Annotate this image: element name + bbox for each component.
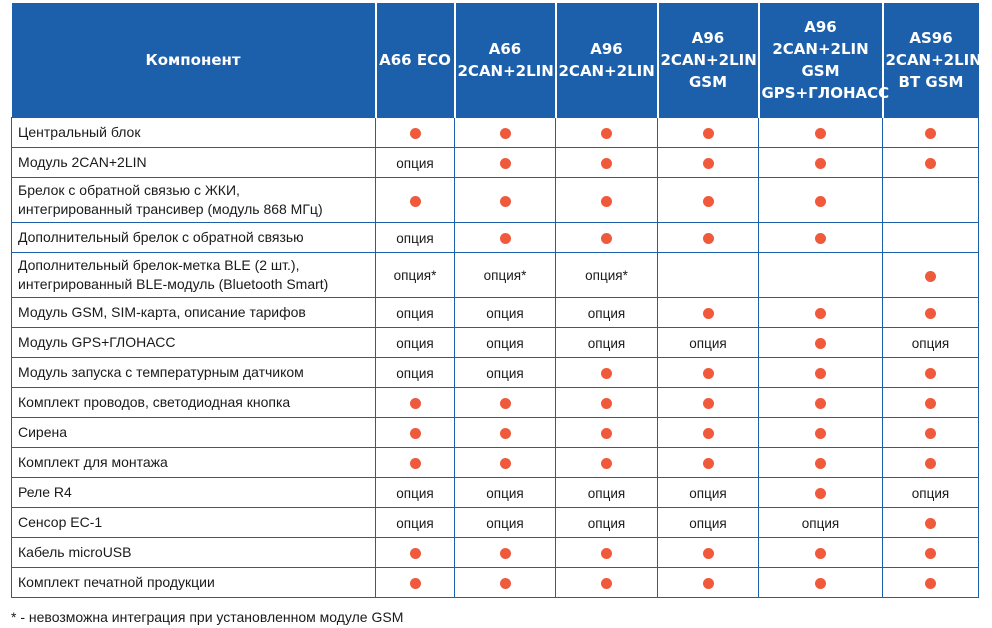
- table-cell: [376, 148, 455, 178]
- included-dot-icon: [703, 578, 714, 589]
- table-cell: [376, 178, 455, 223]
- table-cell: [556, 253, 658, 298]
- included-dot-icon: [925, 308, 936, 319]
- table-cell: [376, 568, 455, 598]
- table-cell: [376, 508, 455, 538]
- table-row: [12, 328, 979, 358]
- table-cell: [455, 148, 556, 178]
- table-cell: [376, 538, 455, 568]
- table-cell: [658, 508, 759, 538]
- table-row: [12, 118, 979, 148]
- table-cell: [455, 223, 556, 253]
- included-dot-icon: [601, 428, 612, 439]
- table-cell: [376, 223, 455, 253]
- included-dot-icon: [601, 578, 612, 589]
- table-cell: [556, 478, 658, 508]
- option-label: опция: [486, 515, 524, 531]
- table-cell: [658, 388, 759, 418]
- option-label: опция: [689, 515, 727, 531]
- table-cell: [658, 478, 759, 508]
- included-dot-icon: [500, 428, 511, 439]
- option-label: опция: [396, 515, 434, 531]
- included-dot-icon: [925, 158, 936, 169]
- table-cell: [455, 418, 556, 448]
- table-cell: [759, 118, 883, 148]
- header-as96-2can-2lin-bt-gsm: AS96 2CAN+2LIN BT GSM: [883, 3, 979, 118]
- row-label: Брелок с обратной связью с ЖКИ, интегрированный трансивер (модуль 868 МГц): [12, 178, 376, 223]
- table-cell: [556, 358, 658, 388]
- included-dot-icon: [815, 233, 826, 244]
- included-dot-icon: [925, 578, 936, 589]
- included-dot-icon: [815, 128, 826, 139]
- included-dot-icon: [703, 368, 714, 379]
- footnote: * - невозможна интеграция при установленном модуле GSM: [11, 609, 404, 625]
- row-label: Центральный блок: [12, 118, 376, 148]
- table-cell: [376, 448, 455, 478]
- header-a66-2can-2lin: A66 2CAN+2LIN: [455, 3, 556, 118]
- included-dot-icon: [815, 458, 826, 469]
- option-label: опция: [396, 335, 434, 351]
- table-cell: [759, 508, 883, 538]
- table-cell: [455, 328, 556, 358]
- table-cell: [759, 418, 883, 448]
- table-cell: [658, 148, 759, 178]
- table-cell: [759, 568, 883, 598]
- included-dot-icon: [601, 368, 612, 379]
- included-dot-icon: [925, 518, 936, 529]
- row-label: Комплект проводов, светодиодная кнопка: [12, 388, 376, 418]
- included-dot-icon: [500, 196, 511, 207]
- table-cell: [658, 118, 759, 148]
- included-dot-icon: [703, 196, 714, 207]
- table-row: [12, 568, 979, 598]
- table-cell: [556, 118, 658, 148]
- row-label: Кабель microUSB: [12, 538, 376, 568]
- table-row: [12, 148, 979, 178]
- table-cell: [883, 298, 979, 328]
- table-cell: [883, 568, 979, 598]
- included-dot-icon: [500, 128, 511, 139]
- header-a96-2can-2lin-gsm-gps: A96 2CAN+2LIN GSM GPS+ГЛОНАСС: [759, 3, 883, 118]
- table-cell: [759, 148, 883, 178]
- included-dot-icon: [410, 548, 421, 559]
- table-row: [12, 388, 979, 418]
- included-dot-icon: [925, 458, 936, 469]
- table-cell: [455, 538, 556, 568]
- comparison-table: [11, 3, 982, 598]
- option-label: опция: [396, 230, 434, 246]
- included-dot-icon: [410, 128, 421, 139]
- row-label: Модуль GPS+ГЛОНАСС: [12, 328, 376, 358]
- table-row: [12, 448, 979, 478]
- included-dot-icon: [815, 338, 826, 349]
- option-label: опция*: [585, 268, 628, 283]
- row-label: Комплект печатной продукции: [12, 568, 376, 598]
- table-cell: [556, 298, 658, 328]
- table-cell: [556, 148, 658, 178]
- table-cell: [556, 328, 658, 358]
- included-dot-icon: [601, 458, 612, 469]
- included-dot-icon: [925, 428, 936, 439]
- row-label: Сирена: [12, 418, 376, 448]
- included-dot-icon: [601, 233, 612, 244]
- table-cell: [658, 178, 759, 223]
- included-dot-icon: [703, 398, 714, 409]
- table-cell: [455, 178, 556, 223]
- option-label: опция*: [483, 268, 527, 283]
- table-cell: [658, 253, 759, 298]
- included-dot-icon: [815, 488, 826, 499]
- option-label: опция: [486, 485, 524, 501]
- option-label: опция: [486, 305, 524, 321]
- table-row: [12, 418, 979, 448]
- table-cell: [658, 358, 759, 388]
- included-dot-icon: [703, 428, 714, 439]
- table-cell: [658, 418, 759, 448]
- row-label: Сенсор EC-1: [12, 508, 376, 538]
- included-dot-icon: [703, 233, 714, 244]
- included-dot-icon: [703, 548, 714, 559]
- option-label: опция: [689, 485, 727, 501]
- row-label: Реле R4: [12, 478, 376, 508]
- included-dot-icon: [925, 128, 936, 139]
- included-dot-icon: [410, 458, 421, 469]
- table-cell: [759, 298, 883, 328]
- table-cell: [883, 418, 979, 448]
- included-dot-icon: [703, 158, 714, 169]
- table-body: [12, 118, 979, 598]
- table-row: [12, 298, 979, 328]
- table-row: [12, 478, 979, 508]
- table-row: [12, 178, 979, 223]
- table-cell: [658, 568, 759, 598]
- option-label: опция: [801, 515, 840, 531]
- header-component: Компонент: [12, 3, 376, 118]
- table-cell: [658, 298, 759, 328]
- table-cell: [376, 388, 455, 418]
- table-row: [12, 358, 979, 388]
- table-cell: [455, 298, 556, 328]
- included-dot-icon: [925, 398, 936, 409]
- included-dot-icon: [410, 196, 421, 207]
- option-label: опция: [587, 335, 626, 351]
- included-dot-icon: [815, 578, 826, 589]
- included-dot-icon: [815, 308, 826, 319]
- table-cell: [759, 253, 883, 298]
- table-cell: [658, 448, 759, 478]
- included-dot-icon: [815, 196, 826, 207]
- table-cell: [883, 118, 979, 148]
- table-cell: [376, 358, 455, 388]
- table-cell: [759, 388, 883, 418]
- included-dot-icon: [500, 458, 511, 469]
- table-cell: [759, 328, 883, 358]
- included-dot-icon: [410, 398, 421, 409]
- included-dot-icon: [815, 158, 826, 169]
- included-dot-icon: [601, 548, 612, 559]
- option-label: опция: [911, 335, 950, 351]
- table-cell: [556, 568, 658, 598]
- included-dot-icon: [601, 398, 612, 409]
- included-dot-icon: [925, 368, 936, 379]
- table-row: [12, 538, 979, 568]
- included-dot-icon: [500, 548, 511, 559]
- table-cell: [376, 328, 455, 358]
- included-dot-icon: [815, 368, 826, 379]
- table-cell: [455, 118, 556, 148]
- row-label: Модуль запуска с температурным датчиком: [12, 358, 376, 388]
- option-label: опция: [396, 305, 434, 321]
- included-dot-icon: [601, 158, 612, 169]
- row-label: Модуль 2CAN+2LIN: [12, 148, 376, 178]
- option-label: опция: [911, 485, 950, 501]
- option-label: опция: [689, 335, 727, 351]
- header-a96-2can-2lin-gsm: A96 2CAN+2LIN GSM: [658, 3, 759, 118]
- option-label: опция: [587, 305, 626, 321]
- table-cell: [759, 478, 883, 508]
- table-cell: [759, 448, 883, 478]
- included-dot-icon: [410, 428, 421, 439]
- table-cell: [376, 478, 455, 508]
- table-row: [12, 508, 979, 538]
- table-cell: [883, 178, 979, 223]
- table-cell: [556, 448, 658, 478]
- included-dot-icon: [500, 578, 511, 589]
- table-cell: [556, 508, 658, 538]
- table-cell: [883, 223, 979, 253]
- option-label: опция*: [393, 268, 437, 283]
- table-cell: [556, 223, 658, 253]
- table-cell: [556, 418, 658, 448]
- table-row: [12, 223, 979, 253]
- row-label: Модуль GSM, SIM-карта, описание тарифов: [12, 298, 376, 328]
- included-dot-icon: [601, 128, 612, 139]
- included-dot-icon: [703, 308, 714, 319]
- table-row: [12, 253, 979, 298]
- option-label: опция: [396, 365, 434, 381]
- table-cell: [759, 178, 883, 223]
- comparison-table-wrap: [11, 3, 982, 598]
- table-cell: [759, 358, 883, 388]
- option-label: опция: [587, 485, 626, 501]
- table-cell: [556, 538, 658, 568]
- table-cell: [376, 253, 455, 298]
- header-a96-2can-2lin: A96 2CAN+2LIN: [556, 3, 658, 118]
- header-a66-eco: A66 ECO: [376, 3, 455, 118]
- table-cell: [883, 328, 979, 358]
- table-cell: [883, 148, 979, 178]
- table-cell: [759, 538, 883, 568]
- included-dot-icon: [703, 128, 714, 139]
- table-cell: [455, 568, 556, 598]
- option-label: опция: [486, 365, 524, 381]
- option-label: опция: [587, 515, 626, 531]
- table-cell: [658, 328, 759, 358]
- table-cell: [883, 478, 979, 508]
- included-dot-icon: [500, 398, 511, 409]
- included-dot-icon: [601, 196, 612, 207]
- included-dot-icon: [410, 578, 421, 589]
- table-cell: [883, 358, 979, 388]
- table-cell: [759, 223, 883, 253]
- table-cell: [455, 448, 556, 478]
- table-cell: [556, 178, 658, 223]
- table-cell: [556, 388, 658, 418]
- table-cell: [883, 388, 979, 418]
- table-cell: [376, 298, 455, 328]
- table-cell: [455, 508, 556, 538]
- included-dot-icon: [500, 233, 511, 244]
- table-header-row: [12, 3, 979, 118]
- table-cell: [883, 508, 979, 538]
- option-label: опция: [396, 485, 434, 501]
- table-cell: [658, 538, 759, 568]
- included-dot-icon: [925, 271, 936, 282]
- option-label: опция: [396, 155, 434, 171]
- table-cell: [376, 118, 455, 148]
- table-cell: [455, 358, 556, 388]
- table-cell: [455, 388, 556, 418]
- table-cell: [376, 418, 455, 448]
- table-cell: [883, 448, 979, 478]
- option-label: опция: [486, 335, 524, 351]
- included-dot-icon: [925, 548, 936, 559]
- table-cell: [658, 223, 759, 253]
- table-cell: [883, 538, 979, 568]
- row-label: Дополнительный брелок с обратной связью: [12, 223, 376, 253]
- table-cell: [883, 253, 979, 298]
- row-label: Комплект для монтажа: [12, 448, 376, 478]
- included-dot-icon: [815, 398, 826, 409]
- table-cell: [455, 478, 556, 508]
- included-dot-icon: [500, 158, 511, 169]
- row-label: Дополнительный брелок-метка BLE (2 шт.), интегрированный BLE-модуль (Bluetooth Smart): [12, 253, 376, 298]
- included-dot-icon: [815, 428, 826, 439]
- included-dot-icon: [815, 548, 826, 559]
- included-dot-icon: [703, 458, 714, 469]
- table-cell: [455, 253, 556, 298]
